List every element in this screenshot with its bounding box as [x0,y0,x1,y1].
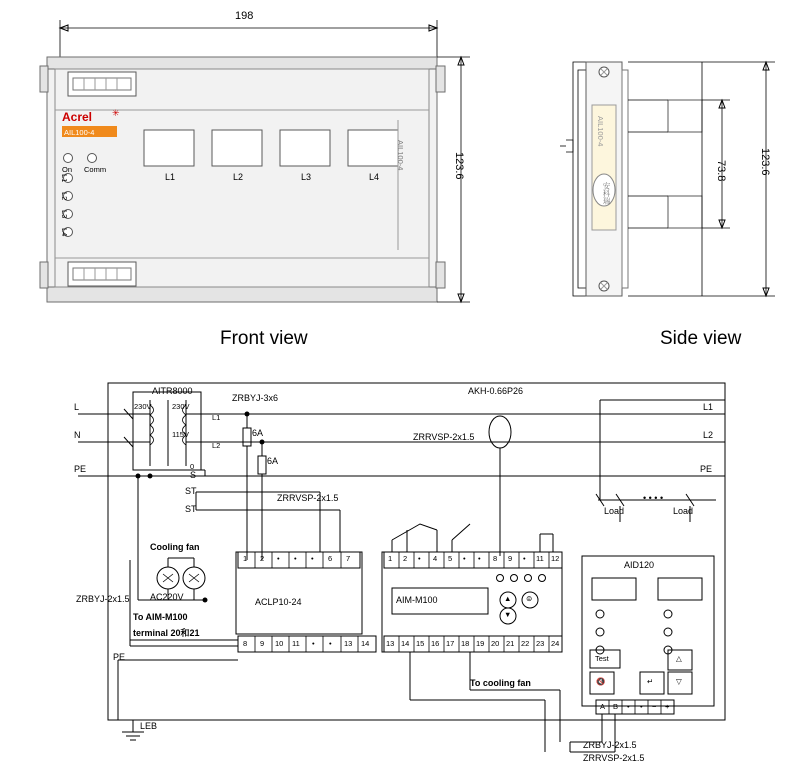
aid-up-button[interactable]: △ [676,654,682,663]
mid-line-l1: L1 [212,413,221,422]
right-line-pe: PE [700,464,713,474]
aim-bot-t24: 24 [551,639,560,648]
aim-top-t5: 5 [448,554,453,563]
note-to-aim-line1: To AIM-M100 [133,612,188,622]
left-line-l: L [74,402,80,412]
fuse-label-2: 6A [267,456,279,466]
aim-top-t6: • [463,554,466,563]
aclp-bot-t3: 10 [275,639,284,648]
mid-line-st-2: ST [185,504,197,514]
aim-top-t4: 4 [433,554,438,563]
side-view-caption: Side view [660,328,742,349]
left-line-n: N [74,430,81,440]
aid-term-3: • [627,702,630,711]
aim-top-t12: 12 [551,554,560,563]
aim-bot-t20: 20 [491,639,500,648]
fuse-label-1: 6A [252,428,264,438]
aclp-bot-t5: • [312,639,315,648]
front-view-caption: Front view [220,328,308,349]
channel-label-l4: L4 [369,172,380,182]
mid-line-st-1: ST [185,486,197,496]
aim-bot-t21: 21 [506,639,515,648]
cable-zrrvsp-2: ZRRVSP-2x1.5 [277,493,339,503]
aid-term-minus: − [652,702,657,711]
ac220v-label: AC220V [150,592,184,602]
cable-zrbyj-2x15-left: ZRBYJ-2x1.5 [76,594,130,604]
right-line-l2: L2 [703,430,714,440]
front-side-plate-text: AIL100-4 [396,140,405,171]
side-led-label-l1: L1 [60,174,69,183]
aclp-bot-t2: 9 [260,639,265,648]
transformer-tap: 115V [172,430,189,439]
cable-zrbyj-2x15-bottom: ZRBYJ-2x1.5 [583,740,637,750]
side-badge: 安科瑞 [602,182,611,205]
aid-term-b: B [613,702,619,711]
transformer-name: AITR8000 [152,386,193,396]
channel-label-l1: L1 [165,172,176,182]
side-led-label-l3: L3 [60,210,69,219]
mid-line-s: S [190,470,197,480]
device-aim-label: AIM-M100 [396,595,438,605]
note-to-cooling-fan: To cooling fan [470,678,531,688]
cable-zrrvsp-bottom: ZRRVSP-2x1.5 [583,753,645,763]
aim-bot-t18: 18 [461,639,470,648]
aim-top-t1: 1 [388,554,393,563]
aim-top-t3: • [418,554,421,563]
aclp-bot-t8: 14 [361,639,370,648]
aim-top-t11: 11 [536,554,544,563]
dim-side-inner-label: 73.8 [715,160,727,182]
aid-term-4: • [640,702,643,711]
aclp-bot-t4: 11 [292,639,300,648]
aclp-bot-t1: 8 [243,639,248,648]
channel-label-l2: L2 [233,172,244,182]
aim-bot-t13: 13 [386,639,395,648]
ct-label: AKH-0.66P26 [468,386,524,396]
leb-label: LEB [140,721,158,731]
aclp-top-t4: • [294,554,297,563]
aclp-top-t2: 2 [260,554,265,563]
aclp-top-t6: 6 [328,554,333,563]
device-aid-label: AID120 [624,560,655,570]
aid-term-plus: + [665,702,670,711]
cable-zrbyj-3x6: ZRBYJ-3x6 [232,393,279,403]
aid-down-button[interactable]: ▽ [676,677,682,686]
channel-label-l3: L3 [301,172,312,182]
cable-zrrvsp-1: ZRRVSP-2x1.5 [413,432,475,442]
aim-top-t10: • [523,554,526,563]
aim-top-t8: 8 [493,554,498,563]
pe-label-bottom: PE [113,652,126,662]
note-to-aim-line2: terminal 20和21 [133,628,200,638]
led-label-on: On [62,165,73,174]
aim-bot-t22: 22 [521,639,530,648]
aim-bot-t15: 15 [416,639,425,648]
aclp-bot-t6: • [329,639,332,648]
aim-bot-t16: 16 [431,639,440,648]
aid-enter-button[interactable]: ↵ [647,677,654,686]
aim-top-t7: • [478,554,481,563]
brand-logo: Acrel [62,110,93,124]
aim-key-up-icon[interactable]: ▲ [504,594,512,603]
side-led-label-l2: L2 [60,192,69,201]
dim-side-height-label: 123.6 [759,148,771,176]
cooling-fan-label: Cooling fan [150,542,200,552]
dim-height-label: 123.6 [453,152,465,180]
aim-bot-t23: 23 [536,639,545,648]
aclp-top-t1: 1 [243,554,248,563]
transformer-secondary: 230V [172,402,190,411]
mid-line-l2: L2 [212,441,221,450]
side-led-label-l4: L4 [60,228,69,237]
aid-term-a: A [600,702,606,711]
aim-top-t9: 9 [508,554,513,563]
device-model: AIL100-4 [64,128,95,137]
aim-bot-t14: 14 [401,639,410,648]
transformer-zero: 0 [190,462,195,471]
aim-top-t2: 2 [403,554,408,563]
aclp-top-t7: 7 [346,554,351,563]
led-label-comm: Comm [84,165,107,174]
device-aclp-label: ACLP10-24 [255,597,302,607]
load-ellipsis: • • • • [643,493,664,503]
side-nameplate-text: AIL100-4 [596,116,605,147]
dim-width-label: 198 [235,10,254,22]
aim-bot-t17: 17 [446,639,455,648]
aid-mute-icon[interactable]: 🔇 [596,677,606,686]
aim-key-down-icon[interactable]: ▼ [504,610,512,619]
load-label-1: Load [604,506,625,516]
load-label-2: Load [673,506,694,516]
aclp-top-t3: • [277,554,280,563]
aim-key-mute-icon[interactable]: ⊜ [526,594,533,603]
right-line-l1: L1 [703,402,714,412]
brand-mark-icon: ✳ [112,108,120,118]
transformer-primary: 230V [134,402,152,411]
aid-test-button[interactable]: Test [595,654,609,663]
aclp-top-t5: • [311,554,314,563]
aim-bot-t19: 19 [476,639,485,648]
left-line-pe: PE [74,464,87,474]
aclp-bot-t7: 13 [344,639,353,648]
